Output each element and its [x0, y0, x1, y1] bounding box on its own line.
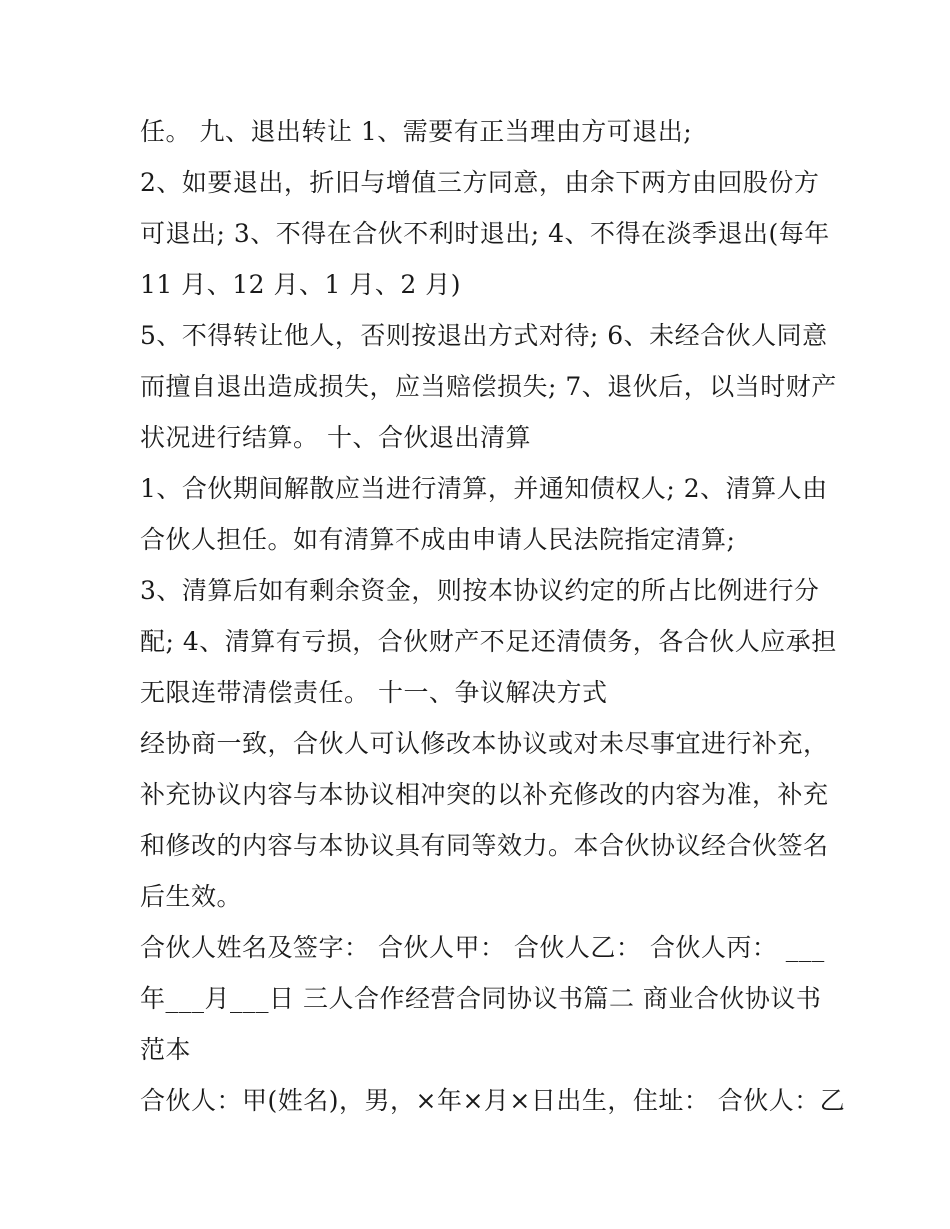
- text-line: 无限连带清偿责任。 十一、争议解决方式: [140, 678, 608, 707]
- text-line: 而擅自退出造成损失，应当赔偿损失; 7、退伙后，以当时财产: [140, 372, 837, 401]
- text-line: 5、不得转让他人，否则按退出方式对待; 6、未经合伙人同意: [140, 321, 828, 350]
- text-line: 经协商一致，合伙人可认修改本协议或对未尽事宜进行补充，: [140, 729, 829, 758]
- text-line: 1、合伙期间解散应当进行清算，并通知债权人; 2、清算人由: [140, 474, 828, 503]
- text-line: 合伙人姓名及签字： 合伙人甲： 合伙人乙： 合伙人丙： ___: [140, 933, 825, 962]
- text-line: 范本: [140, 1035, 192, 1064]
- text-line: 和修改的内容与本协议具有同等效力。本合伙协议经合伙签名: [140, 831, 829, 860]
- document-body: [140, 106, 846, 1126]
- text-line: 补充协议内容与本协议相冲突的以补充修改的内容为准，补充: [140, 780, 829, 809]
- text-line: 可退出; 3、不得在合伙不利时退出; 4、不得在淡季退出(每年: [140, 219, 830, 248]
- text-line: 任。 九、退出转让 1、需要有正当理由方可退出;: [140, 117, 693, 146]
- text-line: 配; 4、清算有亏损，合伙财产不足还清债务，各合伙人应承担: [140, 627, 837, 656]
- text-line: 合伙人担任。如有清算不成由申请人民法院指定清算;: [140, 525, 736, 554]
- text-line: 11 月、12 月、1 月、2 月): [140, 270, 461, 299]
- text-line: 年___月___日 三人合作经营合同协议书篇二 商业合伙协议书: [140, 984, 822, 1013]
- text-line: 3、清算后如有剩余资金，则按本协议约定的所占比例进行分: [140, 576, 820, 605]
- text-line: 合伙人：甲(姓名)，男，×年×月×日出生，住址： 合伙人：乙: [140, 1086, 846, 1115]
- text-line: 状况进行结算。 十、合伙退出清算: [140, 423, 531, 452]
- text-line: 后生效。: [140, 882, 243, 911]
- text-line: 2、如要退出，折旧与增值三方同意，由余下两方由回股份方: [140, 168, 820, 197]
